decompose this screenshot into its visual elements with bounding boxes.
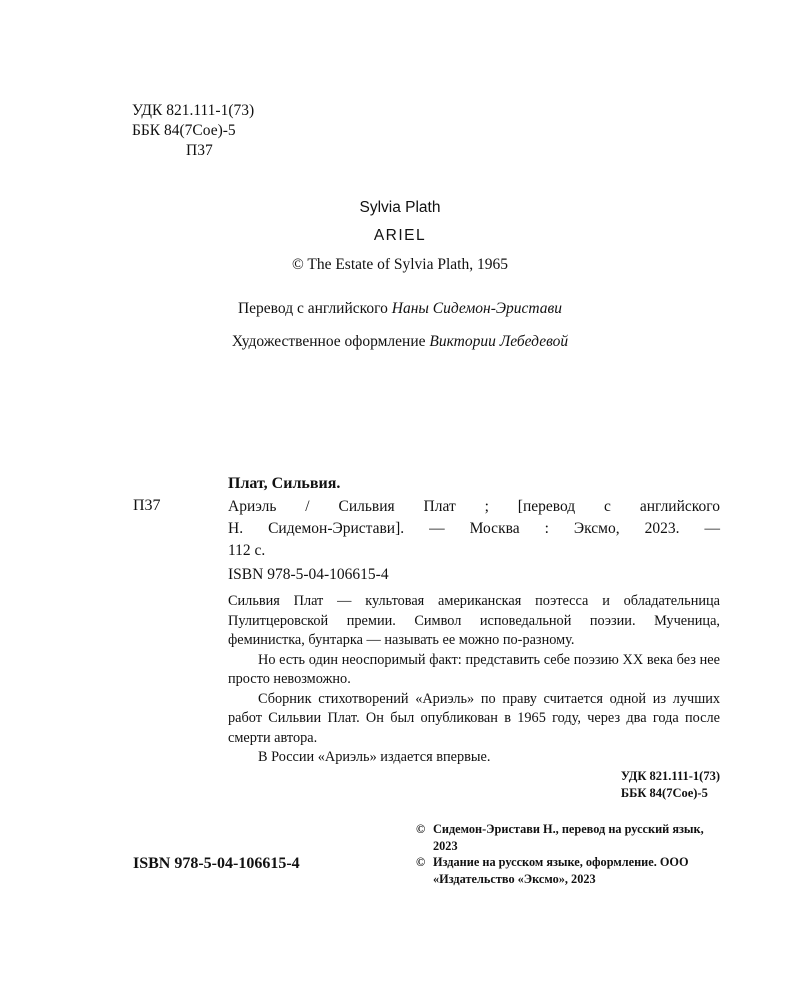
- author-mark: П37: [186, 142, 213, 159]
- original-copyright: © The Estate of Sylvia Plath, 1965: [292, 256, 508, 273]
- copyright-edition: [416, 854, 726, 887]
- designer-name: Виктории Лебедевой: [429, 333, 569, 350]
- annotation-paragraph: Сильвия Плат — культовая американская поэтесса и обладательница Пулитцеровской премии. Символ исповедальной поэзии. Мученица, феминистка, бунтарка — называть ее можно по-разному.: [228, 593, 720, 648]
- copyright-block: [416, 821, 726, 887]
- card-classification: [621, 768, 720, 802]
- author-english: Sylvia Plath: [359, 199, 441, 216]
- footer-isbn: ISBN 978-5-04-106615-4: [133, 855, 300, 872]
- card-line-1: Ариэль / Сильвия Плат ; [перевод с английского: [228, 498, 720, 515]
- bbk-code: ББК 84(7Сое)-5: [132, 122, 236, 139]
- translator-name: Наны Сидемон-Эристави: [391, 300, 563, 317]
- card-line-2: Н. Сидемон-Эристави]. — Москва : Эксмо, 2023. —: [228, 520, 720, 537]
- design-credit: [0, 333, 800, 351]
- copyright-translation-text: Сидемон-Эристави Н., перевод на русский язык, 2023: [433, 822, 704, 853]
- card-bbk: ББК 84(7Сое)-5: [620, 786, 708, 800]
- card-isbn: ISBN 978-5-04-106615-4: [228, 566, 389, 583]
- copyright-edition-text: Издание на русском языке, оформление. ООО «Издательство «Эксмо», 2023: [433, 855, 689, 886]
- card-udk: УДК 821.111-1(73): [620, 769, 720, 783]
- copyright-translation: [416, 821, 726, 854]
- card-description: [228, 496, 720, 562]
- udk-code: УДК 821.111-1(73): [132, 102, 255, 119]
- copyright-icon: ©: [416, 822, 426, 836]
- annotation: [228, 592, 720, 768]
- card-author-heading: Плат, Сильвия.: [228, 475, 341, 492]
- annotation-paragraph: Но есть один неоспоримый факт: представить себе поэзию XX века без нее просто невозможно.: [228, 651, 720, 687]
- copyright-icon: ©: [416, 855, 426, 869]
- annotation-paragraph: Сборник стихотворений «Ариэль» по праву считается одной из лучших работ Сильвии Плат. Он был опубликован в 1965 году, через два года после смерти автора.: [228, 690, 720, 746]
- translation-credit: [0, 300, 800, 318]
- design-label: Художественное оформление: [231, 333, 426, 350]
- title-english: ARIEL: [373, 227, 427, 244]
- translation-label: Перевод с английского: [237, 300, 388, 317]
- card-author-mark: П37: [133, 497, 161, 514]
- annotation-paragraph: В России «Ариэль» издается впервые.: [258, 749, 491, 765]
- card-line-3: 112 с.: [228, 542, 266, 559]
